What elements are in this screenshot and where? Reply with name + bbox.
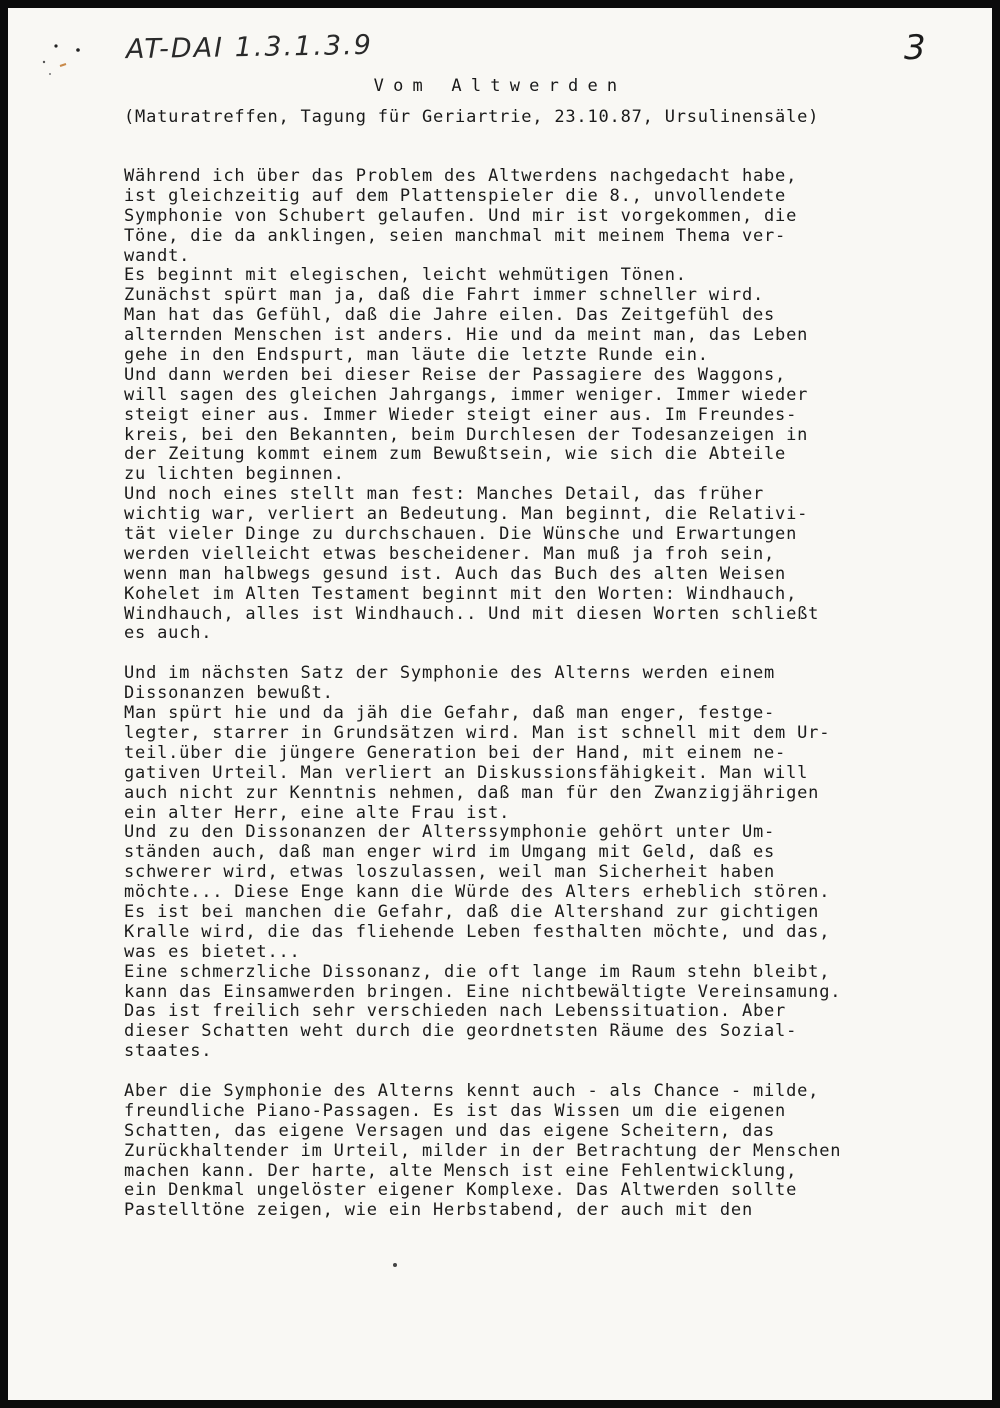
text-line: staates. — [124, 1041, 213, 1062]
text-line: Symphonie von Schubert gelaufen. Und mir ist vorgekommen, die — [124, 205, 798, 226]
text-line: gehe in den Endspurt, man läute die letzte Runde ein. — [124, 345, 709, 366]
handwritten-page-number: 3 — [904, 28, 926, 68]
text-line: alternden Menschen ist anders. Hie und da meint man, das Leben — [124, 325, 809, 346]
text-line: Und noch eines stellt man fest: Manches Detail, das früher — [124, 484, 765, 505]
text-line: gativen Urteil. Man verliert an Diskussionsfähigkeit. Man will — [124, 762, 809, 783]
text-line: Und im nächsten Satz der Symphonie des Alterns werden einem — [124, 663, 776, 684]
body-text — [124, 167, 914, 1221]
text-line: Eine schmerzliche Dissonanz, die oft lange im Raum stehn bleibt, — [124, 961, 831, 982]
paragraph — [124, 167, 914, 644]
page-subtitle: (Maturatreffen, Tagung für Geriartrie, 23.10.87, Ursulinensäle) — [124, 107, 820, 127]
text-line: Dissonanzen bewußt. — [124, 683, 334, 704]
text-line: Kohelet im Alten Testament beginnt mit den Worten: Windhauch, — [124, 583, 798, 604]
text-line: wandt. — [124, 245, 191, 266]
text-line: teil.über die jüngere Generation bei der Hand, mit einem ne- — [124, 742, 787, 763]
text-line: schwerer wird, etwas loszulassen, weil man Sicherheit haben — [124, 862, 776, 883]
text-line: kreis, bei den Bekannten, beim Durchlesen der Todesanzeigen in — [124, 424, 809, 445]
text-line: wenn man halbwegs gesund ist. Auch das Buch des alten Weisen — [124, 563, 787, 584]
text-line: Aber die Symphonie des Alterns kennt auch - als Chance - milde, — [124, 1080, 820, 1101]
paragraph-gap — [124, 644, 914, 664]
text-line: Es beginnt mit elegischen, leicht wehmütigen Tönen. — [124, 265, 687, 286]
text-line: Man hat das Gefühl, daß die Jahre eilen. Das Zeitgefühl des — [124, 305, 776, 326]
text-line: Und zu den Dissonanzen der Alterssymphonie gehört unter Um- — [124, 822, 776, 843]
text-line: ein Denkmal ungelöster eigener Komplexe. Das Altwerden sollte — [124, 1180, 798, 1201]
text-line: Kralle wird, die das fliehende Leben festhalten möchte, und das, — [124, 921, 831, 942]
document-page — [8, 8, 992, 1400]
text-line: Man spürt hie und da jäh die Gefahr, daß man enger, festge- — [124, 703, 776, 724]
text-line: steigt einer aus. Immer Wieder steigt einer aus. Im Freundes- — [124, 404, 798, 425]
text-line: Das ist freilich sehr verschieden nach Lebenssituation. Aber — [124, 1001, 787, 1022]
text-line: legter, starrer in Grundsätzen wird. Man ist schnell mit dem Ur- — [124, 722, 831, 743]
text-line: ein alter Herr, eine alte Frau ist. — [124, 802, 511, 823]
text-line: wichtig war, verliert an Bedeutung. Man beginnt, die Relativi- — [124, 504, 809, 525]
text-line: was es bietet... — [124, 941, 301, 962]
text-line: Schatten, das eigene Versagen und das eigene Scheitern, das — [124, 1120, 776, 1141]
text-line: Pastelltöne zeigen, wie ein Herbstabend, der auch mit den — [124, 1200, 753, 1221]
text-line: machen kann. Der harte, alte Mensch ist eine Fehlentwicklung, — [124, 1160, 798, 1181]
text-line: Zurückhaltender im Urteil, milder in der Betrachtung der Menschen — [124, 1140, 842, 1161]
paragraph — [124, 664, 914, 1062]
text-line: es auch. — [124, 623, 213, 644]
text-line: ständen auch, daß man enger wird im Umgang mit Geld, daß es — [124, 842, 776, 863]
text-line: auch nicht zur Kenntnis nehmen, daß man für den Zwanzigjährigen — [124, 782, 820, 803]
text-line: der Zeitung kommt einem zum Bewußtsein, wie sich die Abteile — [124, 444, 787, 465]
text-line: werden vielleicht etwas bescheidener. Man muß ja froh sein, — [124, 543, 776, 564]
paragraph-gap — [124, 1062, 914, 1082]
text-line: kann das Einsamwerden bringen. Eine nichtbewältigte Vereinsamung. — [124, 981, 842, 1002]
text-line: Und dann werden bei dieser Reise der Passagiere des Waggons, — [124, 364, 787, 385]
stray-mark — [393, 1263, 397, 1267]
handwritten-archive-id: AT-DAI 1.3.1.3.9 — [125, 29, 374, 66]
page-title: Vom Altwerden — [373, 76, 627, 96]
text-line: Es ist bei manchen die Gefahr, daß die Altershand zur gichtigen — [124, 901, 820, 922]
margin-specks — [30, 38, 100, 78]
text-line: Töne, die da anklingen, seien manchmal mit meinem Thema ver- — [124, 225, 787, 246]
text-line: freundliche Piano-Passagen. Es ist das Wissen um die eigenen — [124, 1100, 787, 1121]
text-line: Während ich über das Problem des Altwerdens nachgedacht habe, — [124, 166, 798, 186]
text-line: zu lichten beginnen. — [124, 464, 345, 485]
text-line: tät vieler Dinge zu durchschauen. Die Wünsche und Erwartungen — [124, 524, 798, 545]
text-line: Zunächst spürt man ja, daß die Fahrt immer schneller wird. — [124, 285, 765, 306]
text-line: Windhauch, alles ist Windhauch.. Und mit diesen Worten schließt — [124, 603, 820, 624]
text-line: will sagen des gleichen Jahrgangs, immer weniger. Immer wieder — [124, 384, 809, 405]
text-line: dieser Schatten weht durch die geordnetsten Räume des Sozial- — [124, 1021, 798, 1042]
text-line: möchte... Diese Enge kann die Würde des Alters erheblich stören. — [124, 882, 831, 903]
paragraph — [124, 1082, 914, 1221]
text-line: ist gleichzeitig auf dem Plattenspieler die 8., unvollendete — [124, 185, 787, 206]
